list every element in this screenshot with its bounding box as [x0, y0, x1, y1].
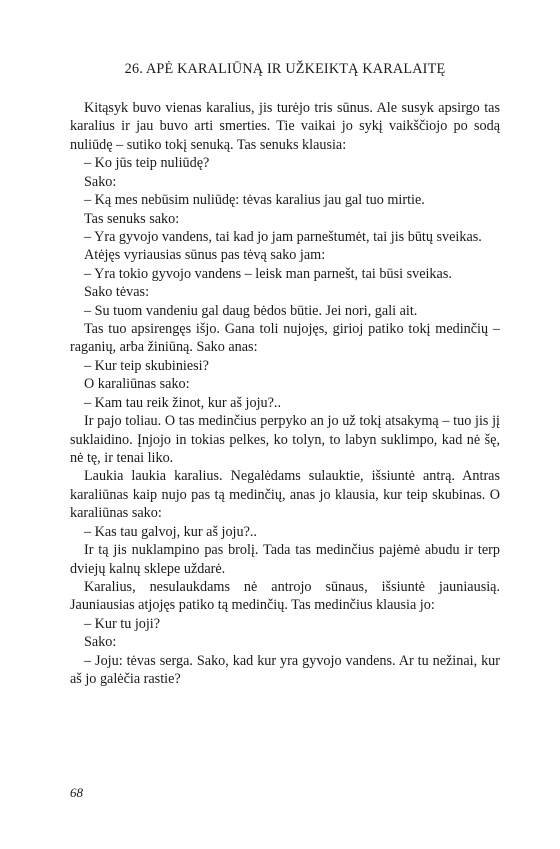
paragraph: – Yra tokio gyvojo vandens – leisk man parnešt, tai būsi sveikas.: [84, 265, 452, 282]
paragraph: Karalius, nesulaukdams nė antrojo sūnaus, išsiuntė jauniausią. Jauniausias atjojęs patiko tą medinčių. Tas medinčius klausia jo:: [70, 578, 500, 614]
paragraph: – Kam tau reik žinot, kur aš joju?..: [84, 394, 281, 411]
paragraph: – Ko jūs teip nuliūdę?: [84, 155, 210, 172]
paragraph: – Kur teip skubiniesi?: [84, 357, 209, 374]
paragraph: Laukia laukia karalius. Negalėdams sulauktie, išsiuntė antrą. Antras karaliūnas kaip nujo pas tą medinčių, anas jo klausia, kur teip skubinas. O karaliūnas sako:: [70, 468, 500, 522]
paragraph: – Ką mes nebūsim nuliūdę: tėvas karalius jau gal tuo mirtie.: [84, 192, 425, 209]
paragraph: Atėjęs vyriausias sūnus pas tėvą sako jam:: [84, 247, 326, 264]
paragraph: Tas tuo apsirengęs išjo. Gana toli nujojęs, girioj patiko tokį medinčių – raganių, arba žiniūną. Sako anas:: [70, 321, 500, 356]
paragraph: Ir pajo toliau. O tas medinčius perpyko an jo už tokį atsakymą – tuo jis jį suklaidino. Įnjojo in tokias pelkes, ko tolyn, to labyn suklimpo, kad nė šę, nė tę, ir tenai liko.: [70, 413, 500, 467]
paragraph: – Joju: tėvas serga. Sako, kad kur yra gyvojo vandens. Ar tu nežinai, kur aš jo galėčia rastie?: [70, 652, 500, 688]
paragraph: – Su tuom vandeniu gal daug bėdos būtie. Jei nori, gali ait.: [84, 302, 418, 319]
paragraph: Ir tą jis nuklampino pas brolį. Tada tas medinčius pajėmė abudu ir terp dviejų kalnų sklepe uždarė.: [70, 542, 500, 577]
paragraph: Sako:: [84, 173, 117, 190]
paragraph: Kitąsyk buvo vienas karalius, jis turėjo tris sūnus. Ale susyk apsirgo tas karalius ir jau buvo arti smerties. Tie vaikai jo sykį vaikščiojo po sodą nuliūdę – sutiko tokį senuką. Tas senuks klausia:: [70, 100, 500, 153]
paragraph: – Yra gyvojo vandens, tai kad jo jam parneštumėt, tai jis būtų sveikas.: [84, 228, 482, 245]
page-number: 68: [70, 785, 83, 800]
paragraph: Tas senuks sako:: [84, 210, 180, 227]
paragraph: O karaliūnas sako:: [84, 376, 190, 393]
story-text: [70, 99, 500, 689]
paragraph: Sako tėvas:: [84, 284, 150, 301]
paragraph: – Kas tau galvoj, kur aš joju?..: [84, 523, 257, 540]
paragraph: – Kur tu joji?: [84, 615, 161, 632]
paragraph: Sako:: [84, 634, 117, 651]
chapter-title: 26. APĖ KARALIŪNĄ IR UŽKEIKTĄ KARALAITĘ: [124, 61, 446, 77]
